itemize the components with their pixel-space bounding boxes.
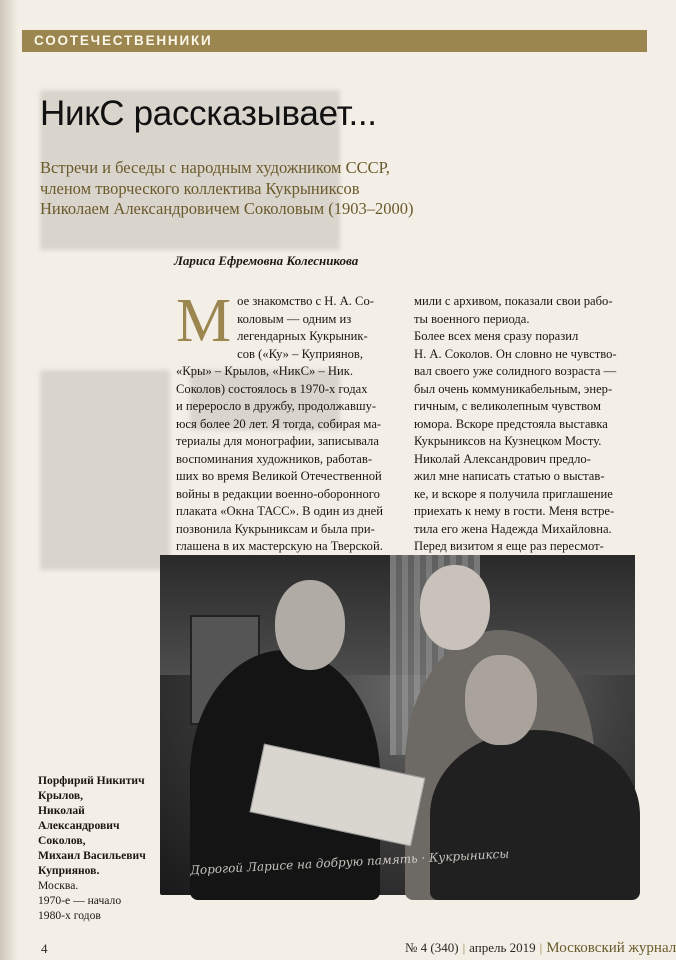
photo-person-left-head xyxy=(275,580,345,670)
article-text-line: жил мне написать статью о выстав- xyxy=(414,469,605,483)
article-text-line: юся более 20 лет. Я тогда, собирая ма- xyxy=(176,416,382,431)
caption-name-line: Соколов, xyxy=(38,834,86,847)
issue-number: № 4 (340) xyxy=(405,940,459,955)
article-subtitle xyxy=(40,158,470,220)
caption-name-line: Порфирий Никитич xyxy=(38,774,145,787)
footer-separator: | xyxy=(462,940,466,955)
article-text-line: коловым — одним из xyxy=(237,311,352,326)
article-title: НикС рассказывает... xyxy=(40,94,377,133)
article-text-line: мили с архивом, показали свои рабо- xyxy=(414,294,613,308)
caption-name-line: Крылов, xyxy=(38,789,84,802)
caption-period-line: 1970-е — начало xyxy=(38,894,122,907)
article-text-line: был очень коммуникабельным, энер- xyxy=(414,381,613,396)
page-gutter-shadow xyxy=(0,0,18,960)
article-text-line: Кукрыниксов на Кузнецком Мосту. xyxy=(414,434,602,448)
footer-separator: | xyxy=(539,940,543,955)
caption-name-line: Михаил Васильевич xyxy=(38,849,146,862)
photo-caption xyxy=(38,773,158,923)
article-text-line: Н. А. Соколов. Он словно не чувство- xyxy=(414,346,617,361)
article-text-line: сов («Ку» – Куприянов, xyxy=(237,346,364,361)
article-text-line: легендарных Кукрыник- xyxy=(237,329,368,343)
page-footer xyxy=(0,935,676,957)
section-header-bar xyxy=(22,30,647,52)
article-text-line: ке, и вскоре я получила приглашение xyxy=(414,486,613,501)
article-text-line: Более всех меня сразу поразил xyxy=(414,329,579,343)
article-text-line: ты военного периода. xyxy=(414,311,530,326)
photo-person-right-body xyxy=(430,730,640,900)
article-text-line: гичным, с великолепным чувством xyxy=(414,399,601,413)
article-text-line: и переросло в дружбу, продолжавшу- xyxy=(176,399,377,413)
caption-name-line: Николай xyxy=(38,804,85,817)
caption-period-line: 1980-х годов xyxy=(38,909,101,922)
article-text-line: Николай Александрович предло- xyxy=(414,451,591,466)
article-text-line: тила его жена Надежда Михайловна. xyxy=(414,521,612,536)
section-label: СООТЕЧЕСТВЕННИКИ xyxy=(34,33,213,48)
article-text-line: ших во время Великой Отечественной xyxy=(176,469,382,483)
article-text-line: позвонила Кукрыниксам и была при- xyxy=(176,521,375,536)
subtitle-line: Николаем Александровичем Соколовым (1903–2000) xyxy=(40,199,414,218)
article-column-left xyxy=(176,287,386,573)
drop-cap: М xyxy=(176,287,232,355)
article-text-line: воспоминания художников, работав- xyxy=(176,451,373,466)
photo-handwritten-inscription: Дорогой Ларисе на добрую память · Кукрыниксы xyxy=(189,846,510,878)
issue-info xyxy=(405,940,676,957)
author-byline: Лариса Ефремовна Колесникова xyxy=(174,253,359,268)
article-text-line: приехать к нему в гости. Меня встре- xyxy=(414,504,615,518)
issue-date: апрель 2019 xyxy=(469,940,536,955)
article-text-line: Соколов) состоялось в 1970-х годах xyxy=(176,381,368,396)
caption-name-line: Куприянов. xyxy=(38,864,100,877)
page-number: 4 xyxy=(41,941,48,956)
subtitle-line: членом творческого коллектива Кукрыниксов xyxy=(40,178,360,198)
caption-name-line: Александрович xyxy=(38,819,120,832)
article-text-line: юмора. Вскоре предстояла выставка xyxy=(414,416,608,431)
photo-person-right-head xyxy=(465,655,537,745)
magazine-name: Московский журнал xyxy=(546,940,676,956)
caption-place: Москва. xyxy=(38,879,79,892)
article-text-line: вал своего уже солидного возраста — xyxy=(414,364,617,378)
article-text-line: глашена в их мастерскую на Тверской. xyxy=(176,539,383,553)
article-text-line: войны в редакции военно-оборонного xyxy=(176,486,380,501)
subtitle-line: Встречи и беседы с народным художником СССР, xyxy=(40,158,390,177)
article-text-line: плаката «Окна ТАСС». В один из дней xyxy=(176,504,383,518)
photo-person-back-head xyxy=(420,565,490,650)
article-text-line: ое знакомство с Н. А. Со- xyxy=(237,294,374,308)
article-column-right xyxy=(414,293,624,573)
article-text-line: «Кры» – Крылов, «НикС» – Ник. xyxy=(176,364,353,378)
article-text-line: териалы для монографии, записывала xyxy=(176,434,379,448)
archival-photo xyxy=(160,555,635,895)
article-text-line: Перед визитом я еще раз пересмот- xyxy=(414,539,604,553)
